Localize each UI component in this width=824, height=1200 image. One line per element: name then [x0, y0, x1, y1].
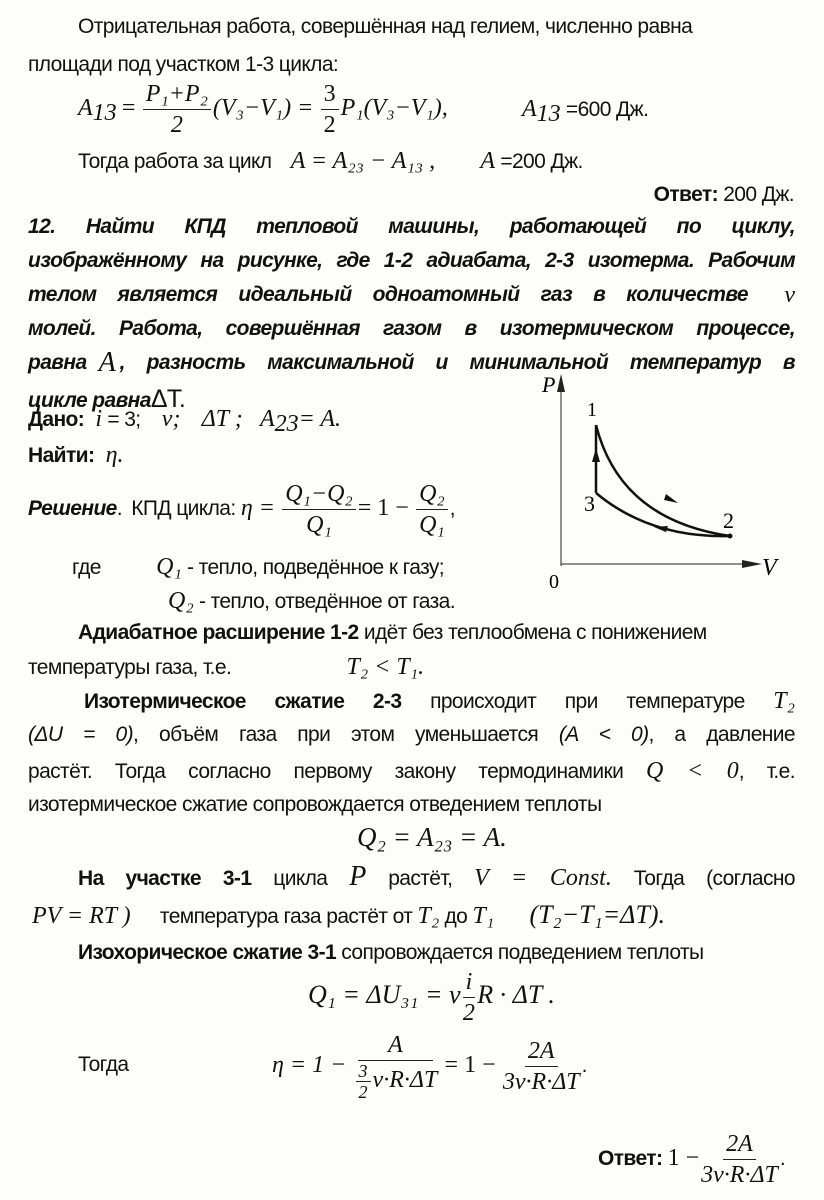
text: - тепло, подведённое к газу;	[187, 556, 445, 579]
formula-part: i	[95, 406, 103, 432]
text: , разность максимальной и минимальной температур в	[119, 351, 795, 374]
problem-line: изображённому на рисунке, где 1-2 адиабата, 2-3 изотерма. Рабочим	[28, 249, 795, 272]
result-value: =600 Дж.	[565, 98, 649, 121]
solution-line	[28, 478, 455, 540]
text: растёт. Тогда согласно первому закону термодинамики	[28, 760, 624, 783]
text: Тогда работа за цикл	[78, 150, 272, 173]
isothermal-line	[84, 686, 795, 717]
adiabat-1-2	[596, 425, 730, 536]
formula-part: (T₂−T₁=ΔT).	[529, 900, 666, 929]
isothermal-line	[28, 756, 795, 787]
text: - тепло, отведённое от газа.	[198, 590, 455, 613]
fraction	[143, 79, 211, 140]
formula-part: ΔT ;	[201, 406, 243, 432]
adiabatic-line	[78, 618, 707, 648]
where-line	[72, 552, 444, 583]
text: происходит при температуре	[430, 690, 745, 713]
problem-line	[28, 280, 795, 310]
denominator: Q₁	[306, 511, 332, 538]
isothermal-line	[28, 720, 795, 750]
formula-part: T₁	[472, 903, 495, 929]
text: ,	[449, 497, 456, 520]
numerator: 3	[356, 1061, 371, 1082]
text: цикла	[273, 867, 328, 890]
formula-part: Q < 0	[646, 758, 739, 784]
fraction	[463, 967, 476, 1028]
formula: T₂ < T₁.	[346, 654, 425, 680]
numerator: Q₂	[416, 479, 448, 510]
formula-part: T₂	[417, 903, 440, 929]
formula-part: A	[98, 347, 116, 378]
formula-part: =	[121, 95, 136, 121]
formula-part: V = Const.	[474, 865, 612, 891]
formula-part: 13	[536, 101, 561, 127]
formula-part: P	[349, 861, 367, 892]
text: растёт,	[388, 867, 453, 890]
formula-part: PV = RT )	[32, 903, 131, 929]
denominator: 3ν·R·ΔT	[502, 1068, 580, 1095]
origin-label: 0	[549, 571, 559, 593]
cycle-work-line	[78, 146, 583, 177]
formula-part: A	[78, 95, 93, 121]
formula-part: ν;	[161, 406, 181, 432]
denominator: 2	[462, 999, 475, 1026]
denominator: Q₁	[419, 511, 445, 538]
formula-a13	[78, 78, 448, 143]
text: цикле равна	[28, 389, 151, 412]
text: сопровождается подведением теплоты	[341, 941, 704, 964]
paragraph-line: Отрицательная работа, совершённая над гелием, численно равна	[78, 15, 693, 38]
formula-part: ν	[784, 282, 795, 308]
result-a13	[522, 94, 648, 129]
isochoric-line	[78, 938, 704, 968]
formula-part: = A.	[298, 406, 342, 432]
formula-q1	[308, 965, 555, 1028]
formula-part: (V₃−V₁) =	[212, 95, 314, 121]
formula-part: P₁(V₃−V₁),	[340, 95, 448, 121]
given-label: Дано:	[28, 408, 85, 431]
point-label-3: 3	[584, 491, 595, 516]
answer-label: Ответ:	[653, 183, 718, 206]
text: Тогда (согласно	[633, 867, 795, 890]
formula-part: 23	[274, 411, 299, 437]
formula-part: = 1 −	[444, 1052, 496, 1078]
formula-part: = 3;	[107, 408, 141, 431]
where-line	[168, 586, 455, 617]
formula-part: Q₂	[168, 588, 194, 614]
formula-part: A	[480, 148, 496, 174]
formula-part: 1 −	[667, 1145, 700, 1171]
text: .	[779, 1147, 786, 1170]
point-label-1: 1	[587, 399, 597, 421]
numerator: 3	[321, 79, 339, 110]
numerator: P₁+P₂	[143, 79, 211, 110]
pv-diagram	[530, 370, 790, 600]
text: , объём газа при этом уменьшается	[133, 723, 539, 746]
text: .	[116, 497, 123, 520]
formula-part: R · ΔT .	[477, 980, 555, 1009]
answer-value: 200 Дж.	[723, 183, 794, 206]
answer-label: Ответ:	[598, 1147, 663, 1170]
formula-part: = 1 −	[357, 495, 409, 521]
segment-line	[32, 900, 665, 932]
answer-1	[654, 180, 794, 210]
p-axis-arrow-icon	[557, 374, 565, 392]
denominator: 3ν·R·ΔT	[701, 1161, 778, 1188]
adiabatic-line	[28, 652, 424, 683]
isothermal-line: изотермическое сжатие сопровождается отведением теплоты	[28, 793, 602, 816]
fraction	[321, 79, 339, 140]
fraction	[701, 1129, 778, 1190]
bold-text: Изохорическое сжатие 3-1	[78, 941, 337, 964]
given-line	[28, 404, 341, 439]
result-value: =200 Дж.	[500, 150, 583, 173]
formula-part: 13	[92, 100, 117, 126]
find-line	[28, 440, 124, 471]
solution-label: Решение	[28, 497, 117, 520]
bold-text: На участке 3-1	[78, 867, 252, 890]
find-label: Найти:	[28, 444, 95, 467]
text: до	[444, 905, 468, 928]
formula-part: (ΔU = 0)	[28, 723, 134, 746]
denominator: 2	[323, 111, 336, 138]
formula-part: A	[259, 406, 275, 432]
text: , а давление	[648, 723, 795, 746]
denominator: 2	[358, 1082, 368, 1103]
arrow-down-icon	[664, 494, 678, 503]
paragraph-line: площади под участком 1-3 цикла:	[28, 53, 339, 76]
numerator: A	[358, 1030, 433, 1061]
arrow-left-icon	[654, 526, 668, 532]
final-answer	[598, 1128, 785, 1190]
text: идёт без теплообмена с понижением	[363, 621, 707, 644]
fraction	[416, 479, 448, 540]
numerator: 2A	[525, 1036, 558, 1067]
bold-text: Изотермическое сжатие 2-3	[84, 690, 402, 713]
problem-line: молей. Работа, совершённая газом в изотермическом процессе,	[28, 317, 795, 340]
bold-text: Адиабатное расширение 1-2	[78, 621, 359, 644]
final-then: Тогда	[78, 1053, 129, 1076]
text: телом является идеальный одноатомный газ в количестве	[28, 283, 748, 306]
p-axis-label: P	[542, 372, 555, 397]
text: .	[581, 1054, 587, 1077]
text: равна	[28, 351, 87, 374]
text: где	[72, 556, 101, 579]
fraction	[356, 1061, 371, 1102]
text: температуры газа, т.е.	[28, 656, 232, 679]
formula-part: Q₁	[156, 554, 182, 580]
formula-part: η.	[105, 442, 124, 468]
denominator	[354, 1061, 438, 1102]
text: КПД цикла:	[131, 497, 236, 520]
text: температура газа растёт от	[159, 905, 413, 928]
formula-part: η = 1 −	[272, 1052, 347, 1078]
formula-part: (A < 0)	[558, 723, 649, 746]
numerator: i	[463, 967, 476, 998]
fraction	[354, 1030, 438, 1102]
formula-part: ν·R·ΔT	[372, 1067, 438, 1094]
v-axis-arrow-icon	[742, 560, 762, 568]
formula: A = A₂₃ − A₁₃ ,	[290, 148, 436, 174]
problem-line: 12. Найти КПД тепловой машины, работающей по циклу,	[28, 215, 795, 238]
fraction	[282, 479, 356, 540]
point-2	[728, 534, 733, 539]
formula-part: ΔT.	[150, 385, 186, 413]
formula-part: η =	[240, 495, 275, 521]
formula-part: Q₁ = ΔU₃₁ = ν	[308, 980, 461, 1009]
arrow-up-icon	[592, 448, 600, 462]
text: , т.е.	[738, 760, 795, 783]
v-axis-label: V	[762, 555, 777, 581]
formula-part: A	[522, 96, 537, 122]
numerator: Q₁−Q₂	[282, 479, 356, 510]
denominator: 2	[170, 111, 183, 138]
formula-q2: Q₂ = A₂₃ = A.	[357, 822, 507, 852]
numerator: 2A	[723, 1129, 756, 1160]
segment-line	[78, 862, 795, 894]
fraction	[503, 1036, 580, 1097]
point-label-2: 2	[723, 508, 734, 533]
formula-part: T₂	[773, 688, 795, 714]
formula-eta	[272, 1025, 587, 1106]
